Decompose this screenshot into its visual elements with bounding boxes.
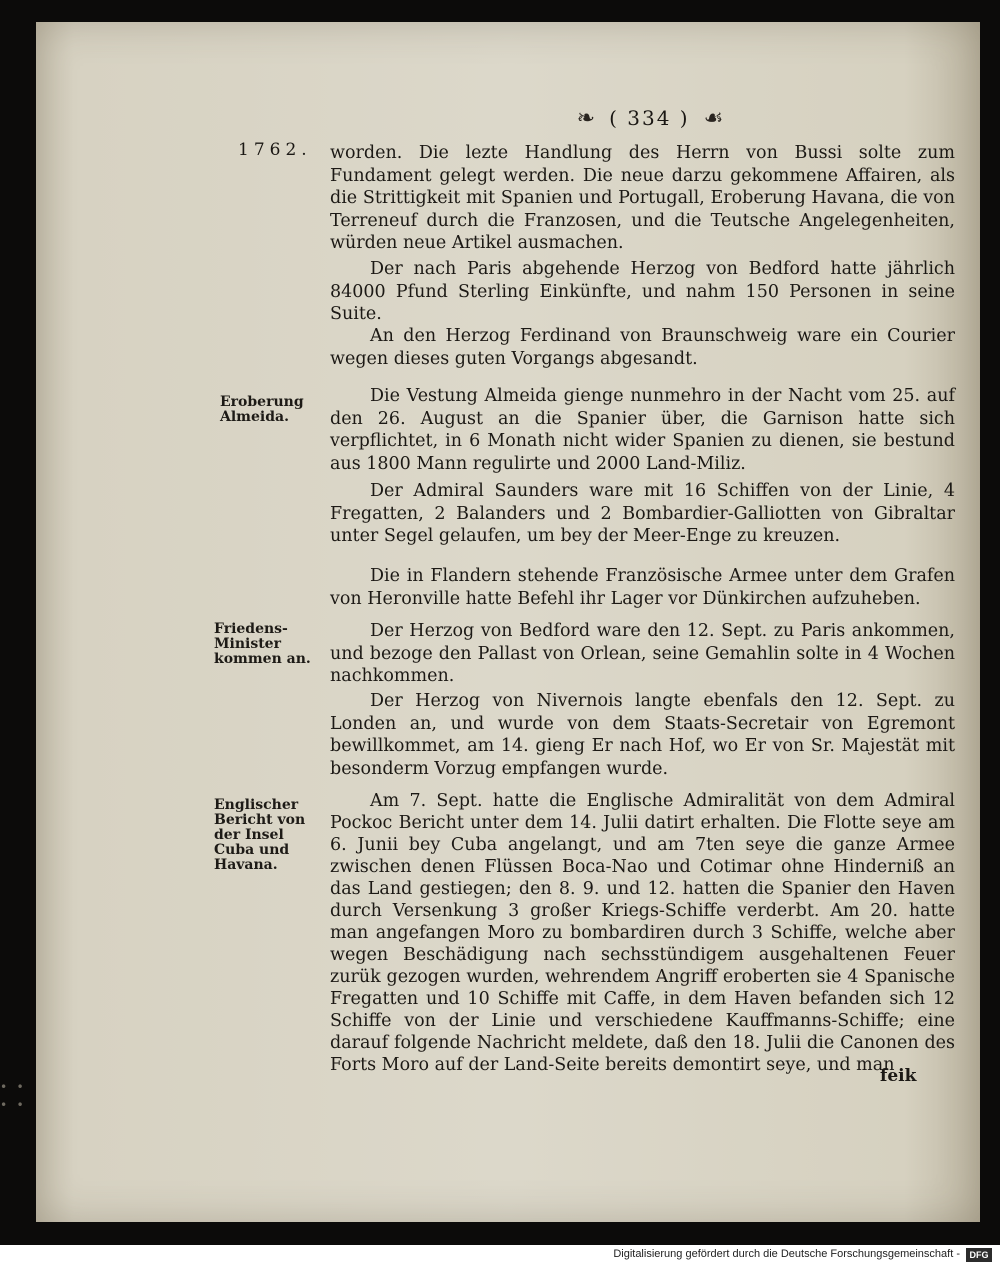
catchword: feik [880,1066,917,1086]
margin-note-cuba-havana: Englischer Bericht von der Insel Cuba und Havana. [214,797,306,873]
paragraph-2: Der nach Paris abgehende Herzog von Bedford hatte jährlich 84000 Pfund Sterling Einkünfte, und nahm 150 Personen in seine Suite. [330,259,955,324]
footer-credit: Digitalisierung gefördert durch die Deutsche Forschungsgemeinschaft - [613,1248,960,1260]
page-header [540,100,760,136]
paragraph-8: Der Herzog von Nivernois langte ebenfals den 12. Sept. zu Londen an, und wurde von dem Staats-Secretair von Egremont bewillkommet, am 14. gieng Er nach Hof, wo Er von Sr. Majestät mit besonderm Vorzug empfangen wurde. [330,691,955,779]
page-number: ( 334 ) [609,106,690,130]
paragraph-3: An den Herzog Ferdinand von Braunschweig ware ein Courier wegen dieses guten Vorgangs abgesandt. [330,326,955,369]
dfg-logo: DFG [966,1248,992,1262]
paragraph-6: Die in Flandern stehende Französische Armee unter dem Grafen von Heronville hatte Befehl ihr Lager vor Dünkirchen aufzuheben. [330,566,955,609]
paragraph-1: worden. Die lezte Handlung des Herrn von Bussi solte zum Fundament gelegt werden. Die neue darzu gekommene Affairen, als die Strittigkeit mit Spanien und Portugall, Eroberung Havana, die von Terreneuf durch die Franzosen, und die Teutsche Angelegenheiten, würden neue Artikel ausmachen. [330,143,955,253]
margin-note-almeida: Eroberung Almeida. [220,394,304,425]
paragraph-4: Die Vestung Almeida gienge nunmehro in der Nacht vom 25. auf den 26. August an die Spanier über, die Garnison hatte sich verpflichtet, in 6 Monath nicht wider Spanien zu dienen, sie bestund aus 1800 Mann regulirte und 2000 Land-Miliz. [330,386,955,474]
paragraph-5: Der Admiral Saunders ware mit 16 Schiffen von der Linie, 4 Fregatten, 2 Balanders und 2 Bombardier-Galliotten von Gibraltar unter Segel gelaufen, um bey der Meer-Enge zu kreuzen. [330,481,955,546]
footer-bar [0,1245,1000,1267]
page-edge-marks: • • • • [0,1080,25,1112]
paragraph-7: Der Herzog von Bedford ware den 12. Sept. zu Paris ankommen, und bezoge den Pallast von Orlean, seine Gemahlin solte in 4 Wochen nachkommen. [330,621,955,686]
paragraph-9: Am 7. Sept. hatte die Englische Admiralität von dem Admiral Pockoc Bericht unter dem 14. Julii datirt erhalten. Die Flotte seye am 6. Junii bey Cuba angelangt, und am 7ten seye die ganze Armee zwischen denen Flüssen Boca-Nao und Cotimar ohne Hinderniß an das Land gestiegen; den 8. 9. und 12. hatten die Spanier den Haven durch Versenkung 3 großer Kriegs-Schiffe verderbt. Am 20. hatte man angefangen Moro zu bombardiren durch 3 Schiffe, welche aber wegen Beschädigung nach sechsstündigem ausgehaltenen Feuer zurük gezogen wurden, wehrendem Angriff eroberten sie 4 Spanische Fregatten und 10 Schiffe mit Caffe, in dem Haven befanden sich 12 Schiffe von der Linie und verschiedene Kauffmanns-Schiffe; eine darauf folgende Nachricht meldete, daß den 18. Julii die Canonen des Forts Moro auf der Land-Seite bereits demontirt seye, und man [330,791,955,1075]
ornament-left-icon: ❧ [576,105,596,131]
margin-year: 1762. [238,140,312,160]
margin-note-friedens-minister: Friedens-Minister kommen an. [214,621,311,667]
ornament-right-icon: ☙ [703,105,724,131]
